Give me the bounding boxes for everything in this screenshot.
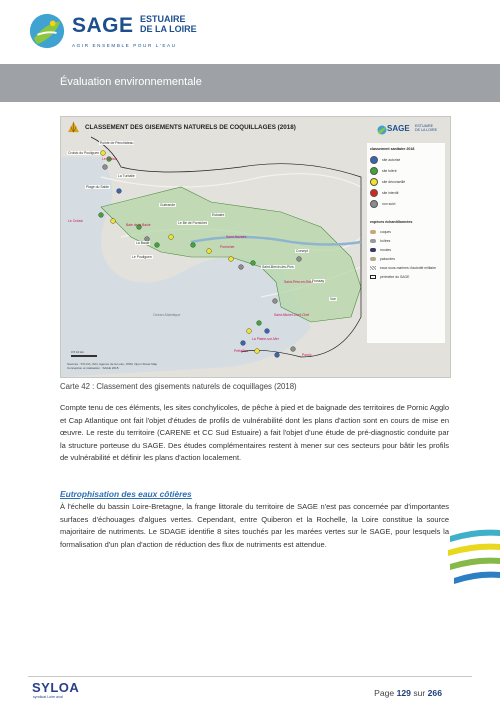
- map-label: Guérande: [160, 203, 176, 207]
- perimeter-outline-icon: [370, 275, 376, 279]
- site-marker: [239, 265, 244, 270]
- map-label: Le Croisic: [102, 157, 118, 161]
- map-source: [67, 362, 157, 370]
- page-number: [374, 688, 442, 698]
- syloa-word: SYLOA: [32, 680, 80, 695]
- paragraph-eutrophisation: À l'échelle du bassin Loire-Bretagne, la frange littorale du territoire de SAGE n'est pas concernée par d'importantes surfaces d'échouages d'algues vertes. Cependant, entre Quiberon et la Rochelle, la Loire constitue la source majoritaire de nutriments. Le SDAGE identifie 8 sites touchés par les marées vertes sur le SAGE, pour lesquels la formalisation d'un plan d'action de réduction des flux de nutriments est attendue.: [60, 502, 449, 549]
- syloa-subtitle: syndicat Loire aval: [33, 695, 63, 699]
- site-marker: [155, 243, 160, 248]
- subheading-eutrophisation: Eutrophisation des eaux côtières: [60, 489, 192, 499]
- map-logo-estuaire: [415, 124, 437, 132]
- page-prefix: Page: [374, 688, 397, 698]
- map-logo-sage-word: SAGE: [387, 124, 410, 133]
- map-label: La Baule: [136, 241, 150, 245]
- logo-estuaire-text: [140, 14, 197, 34]
- legend-label: site interdit: [382, 191, 399, 195]
- map-label: Plage du Sable: [86, 185, 109, 189]
- legend-label: site toléré: [382, 169, 397, 173]
- map-logo-est-line1: ESTUAIRE: [415, 124, 433, 128]
- map-sage-logo: [377, 122, 445, 140]
- map-sage-emblem-icon: [377, 125, 387, 135]
- page-current: 129: [396, 688, 411, 698]
- site-marker: [207, 249, 212, 254]
- map-label: Préfailles: [234, 349, 248, 353]
- legend-label: site autorisé: [382, 158, 401, 162]
- legend-label: huîtres: [380, 239, 391, 243]
- map-label: Croisic du Pouliguen: [68, 151, 100, 155]
- syloa-logo: [32, 680, 92, 702]
- sage-logo: [28, 10, 198, 56]
- map-label: Pornic: [302, 353, 312, 357]
- site-marker: [291, 347, 296, 352]
- map-label: Estuaire: [212, 213, 225, 217]
- map-title: CLASSEMENT DES GISEMENTS NATURELS DE COQUILLAGES (2018): [85, 124, 296, 131]
- map-label: Vue: [330, 297, 336, 301]
- legend-dot-non-suivi: [370, 200, 378, 208]
- mussel-icon: [370, 248, 376, 252]
- site-marker: [101, 151, 106, 156]
- site-marker: [273, 299, 278, 304]
- map-label: La Turballe: [118, 174, 135, 178]
- site-marker: [117, 189, 122, 194]
- map-label: Le Bé de Pornichet: [178, 221, 207, 225]
- page-total: 266: [427, 688, 442, 698]
- map-label: Saint-Michel-Chef-Chef: [274, 313, 310, 317]
- legend-row-tolere: [370, 167, 397, 175]
- map-label: Baie de la Baule: [126, 223, 151, 227]
- legend-row-coques: [370, 228, 391, 236]
- map-caption: Carte 42 : Classement des gisements naturels de coquillages (2018): [60, 382, 297, 391]
- oyster-icon: [370, 239, 376, 243]
- section-title: Évaluation environnementale: [60, 76, 202, 88]
- site-marker: [257, 321, 262, 326]
- legend-row-autorise: [370, 156, 400, 164]
- map-label: Saint-Père-en-Retz: [284, 280, 314, 284]
- page-mid: sur: [410, 688, 428, 698]
- decorative-wave-stripes: [446, 526, 500, 588]
- legend-row-perimeter: [370, 273, 409, 281]
- cockle-icon: [370, 230, 376, 234]
- legend-dot-tolere: [370, 167, 378, 175]
- map-markers: [61, 117, 361, 377]
- map-logo-est-line2: DE LA LOIRE: [415, 128, 437, 132]
- legend-label: eaux sous-marines d'autorité militaire: [380, 266, 437, 270]
- site-marker: [169, 235, 174, 240]
- map-source-line1: Sources : SYLOA, IGN, Agence de la Loire, OSM, Open Street Map: [67, 362, 158, 366]
- footer-divider: [28, 676, 472, 677]
- site-marker: [255, 349, 260, 354]
- legend-label: coques: [380, 230, 391, 234]
- map-label: Saint-Nazaire: [226, 235, 247, 239]
- legend-label: palourdes: [380, 257, 395, 261]
- scale-text: 0 5 10 km: [71, 350, 85, 354]
- logo-sage-word: SAGE: [72, 14, 134, 37]
- site-marker: [99, 213, 104, 218]
- paragraph-vulnerability: Compte tenu de ces éléments, les sites conchylicoles, de pêche à pied et de baignade des territoires de Pornic Agglo et Cap Atlantique ont fait l'objet d'études de profils de vulnérabilité dont les plans d'action sont en cours de mise en œuvre. Le reste du territoire (CARENE et CC Sud Estuaire) a fait l'objet d'une étude de pré-diagnostic conduite par la structure porteuse du SAGE. Des études complémentaires restent à mener sur ces secteurs pour bâtir les profils de vulnérabilité et définir les plans d'action localement.: [60, 403, 449, 463]
- site-marker: [265, 329, 270, 334]
- map-label: Pointe de Penchâteau: [100, 141, 134, 145]
- map-label: Frossay: [312, 279, 325, 283]
- sea-label: Océan Atlantique: [153, 313, 181, 317]
- logo-tagline: AGIR ENSEMBLE POUR L'EAU: [72, 43, 177, 48]
- hatched-area-icon: [370, 266, 376, 270]
- map-legend: [367, 143, 445, 343]
- legend-row-palourdes: [370, 255, 395, 263]
- map-label: La Plaine-sur-Mer: [252, 337, 279, 341]
- legend-dot-interdit: [370, 189, 378, 197]
- logo-estuaire-line1: ESTUAIRE: [140, 14, 186, 24]
- map-label: Corsept: [296, 249, 308, 253]
- shellfish-classification-map: [60, 116, 451, 378]
- site-marker: [103, 165, 108, 170]
- legend-row-moules: [370, 246, 391, 254]
- legend-heading-species: espèces échantillonnées: [370, 220, 413, 224]
- legend-row-huitres: [370, 237, 390, 245]
- map-label: Saint-Brevin-les-Pins: [262, 265, 294, 269]
- site-marker: [111, 219, 116, 224]
- legend-label: périmètre du SAGE: [380, 275, 410, 279]
- legend-row-deconseille: [370, 178, 405, 186]
- site-marker: [241, 341, 246, 346]
- legend-dot-autorise: [370, 156, 378, 164]
- section-band: [0, 64, 500, 102]
- legend-row-non-suivi: [370, 200, 395, 208]
- site-marker: [251, 261, 256, 266]
- legend-row-interdit: [370, 189, 398, 197]
- site-marker: [297, 257, 302, 262]
- map-label: Le Pouliguen: [132, 255, 152, 259]
- site-marker: [247, 329, 252, 334]
- logo-estuaire-line2: DE LA LOIRE: [140, 24, 197, 34]
- legend-row-military: [370, 264, 436, 272]
- legend-heading-classification: classement sanitaire 2018: [370, 147, 415, 151]
- site-marker: [229, 257, 234, 262]
- scale-bar: [71, 355, 97, 357]
- map-label: Le Croisic: [68, 219, 84, 223]
- legend-label: moules: [380, 248, 391, 252]
- map-source-line2: Conception et réalisation : SAGE 2018: [67, 366, 119, 370]
- sage-emblem-icon: [28, 12, 66, 50]
- clam-icon: [370, 257, 376, 261]
- site-marker: [275, 353, 280, 358]
- map-label: Pornichet: [220, 245, 235, 249]
- legend-label: site déconseillé: [382, 180, 406, 184]
- site-marker: [191, 243, 196, 248]
- legend-dot-deconseille: [370, 178, 378, 186]
- legend-label: non suivi: [382, 202, 396, 206]
